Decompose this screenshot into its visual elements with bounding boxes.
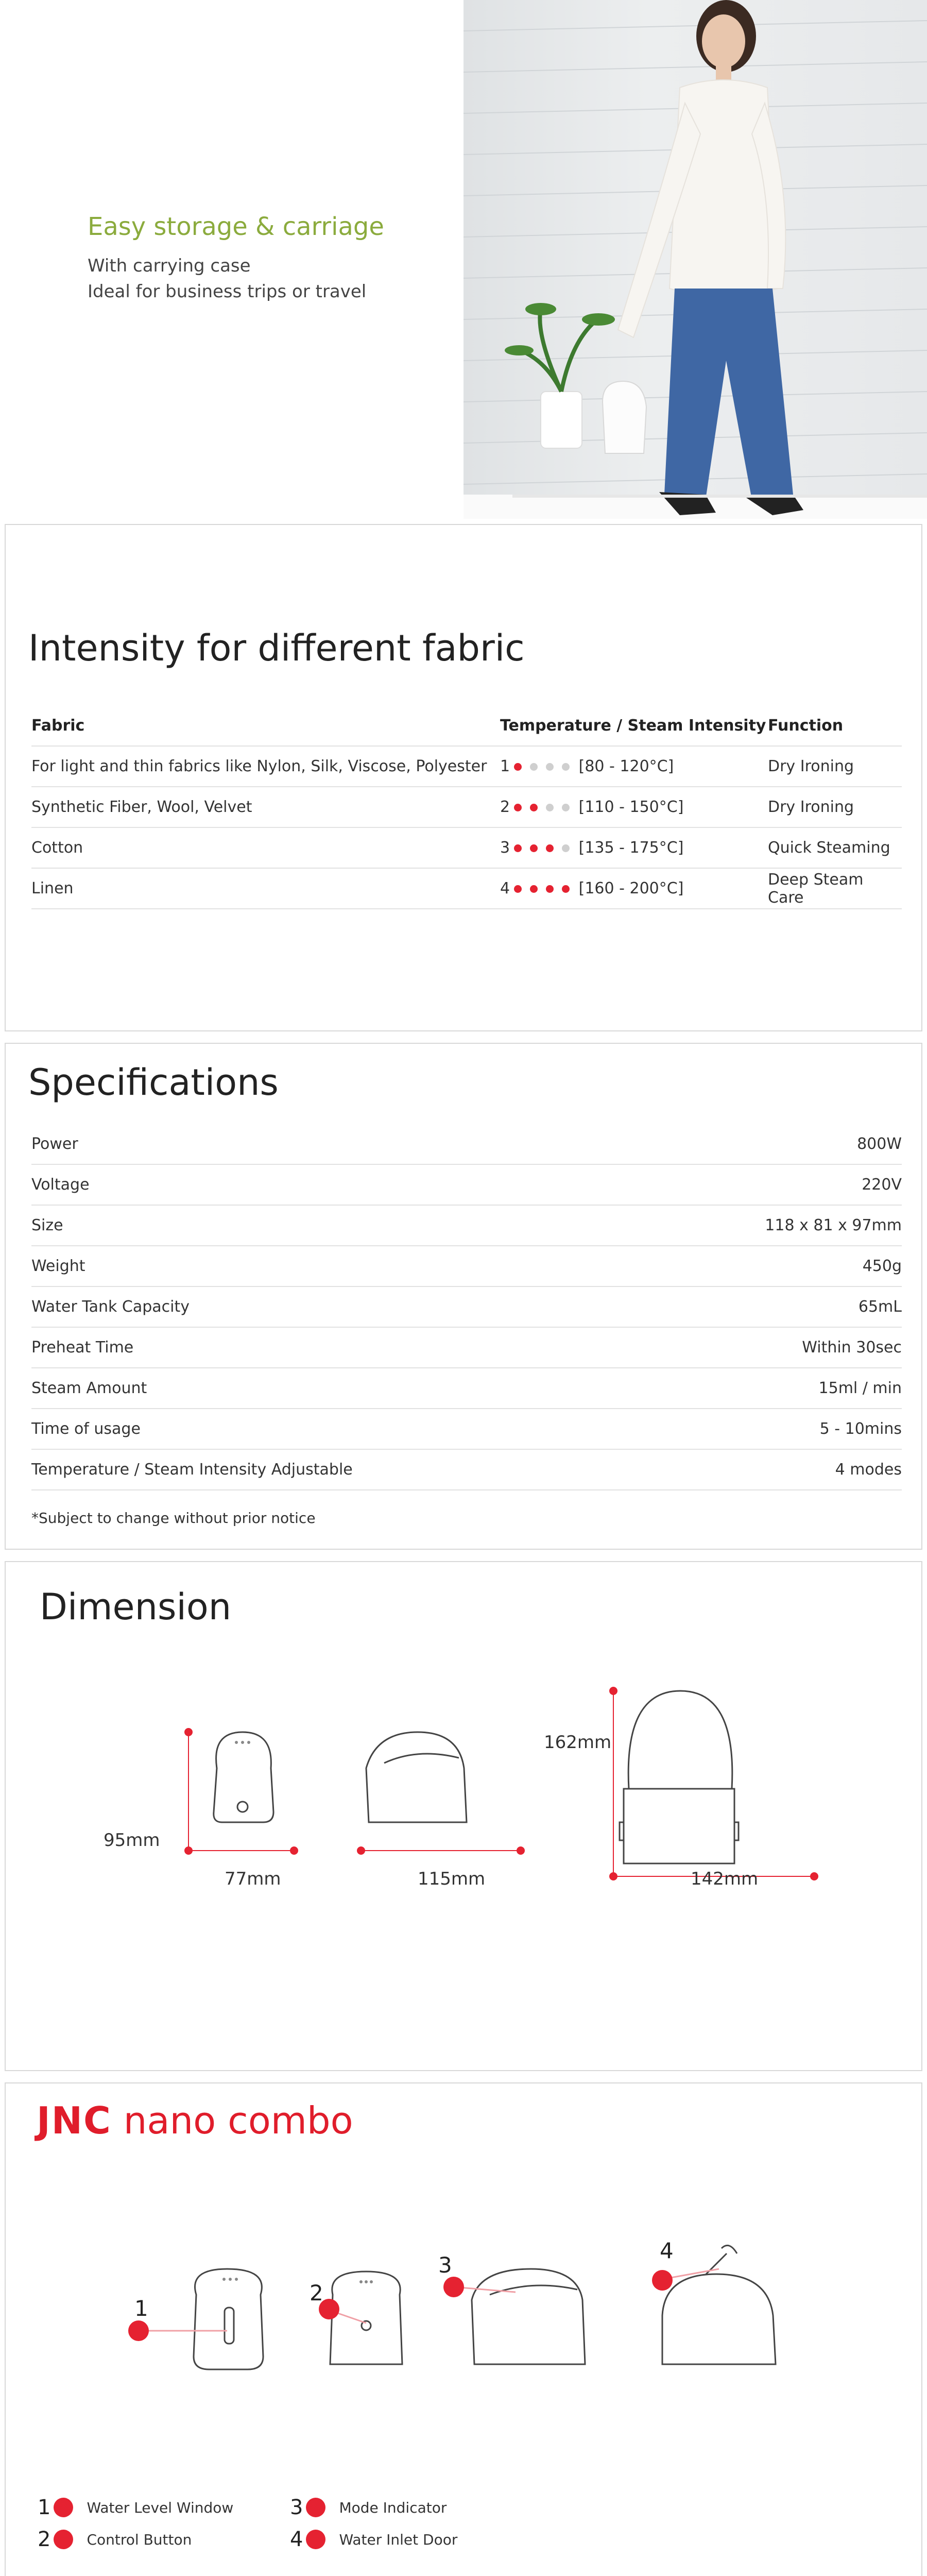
table-row [31,1246,902,1286]
intensity-dot-on [514,763,522,771]
intensity-cell [500,868,768,909]
fabric-cell: Linen [31,868,500,909]
spec-label: Voltage [31,1164,642,1205]
hero-section [0,0,927,519]
spec-label: Preheat Time [31,1327,642,1368]
dimension-width-case: 142mm [691,1869,759,1889]
specifications-section [5,1043,922,1550]
legend-label: Water Level Window [87,2499,234,2516]
intensity-cell [500,827,768,868]
woman-with-steamer-illustration [464,0,927,519]
callout-4: 4 [660,2238,674,2263]
function-cell: Quick Steaming [768,827,902,868]
header-fabric: Fabric [31,705,500,746]
legend-number: 3 [290,2496,303,2519]
function-cell: Dry Ironing [768,746,902,787]
table-row [31,1449,902,1490]
intensity-dot-off [546,763,554,771]
parts-overview-section [5,2082,922,2576]
intensity-table [31,705,902,909]
dimension-height-small: 95mm [104,1830,160,1851]
spec-value: 450g [642,1246,902,1286]
spec-value: 65mL [642,1286,902,1327]
legend-item [290,2528,457,2551]
hero-line-2: Ideal for business trips or travel [88,281,367,302]
callout-3: 3 [438,2252,452,2278]
header-function: Function [768,705,902,746]
callout-2: 2 [310,2280,323,2306]
spec-value: Within 30sec [642,1327,902,1368]
level-number: 1 [500,757,510,775]
level-number: 4 [500,879,510,897]
hero-line-1: With carrying case [88,256,251,276]
spec-label: Time of usage [31,1409,642,1449]
legend-dot [54,2530,73,2549]
temperature-range: [110 - 150°C] [578,798,684,816]
legend-item [38,2528,192,2551]
table-row [31,1164,902,1205]
function-cell: Dry Ironing [768,787,902,827]
spec-value: 800W [642,1124,902,1164]
spec-label: Power [31,1124,642,1164]
temperature-range: [160 - 200°C] [578,879,684,897]
intensity-dot-off [530,763,538,771]
table-row [31,1368,902,1409]
spec-label: Steam Amount [31,1368,642,1409]
legend-number: 4 [290,2528,303,2551]
level-number: 3 [500,839,510,857]
specifications-note: *Subject to change without prior notice [31,1510,316,1527]
intensity-dot-on [514,804,522,811]
intensity-dot-on [546,885,554,893]
spec-value: 5 - 10mins [642,1409,902,1449]
brand-jnc: JNC [37,2099,112,2142]
table-header-row [31,705,902,746]
table-row [31,1286,902,1327]
dimension-section [5,1561,922,2071]
intensity-dot-off [562,844,570,852]
table-row [31,827,902,868]
table-row [31,746,902,787]
spec-value: 220V [642,1164,902,1205]
dimension-height-case: 162mm [544,1732,612,1753]
legend-number: 2 [38,2528,51,2551]
fabric-cell: Cotton [31,827,500,868]
spec-label: Temperature / Steam Intensity Adjustable [31,1449,642,1490]
fabric-cell: For light and thin fabrics like Nylon, Silk, Viscose, Polyester [31,746,500,787]
specifications-title: Specifications [28,1061,279,1104]
table-row [31,1409,902,1449]
hero-photo [464,0,927,519]
intensity-dot-on [546,844,554,852]
header-temperature: Temperature / Steam Intensity [500,705,768,746]
level-number: 2 [500,798,510,816]
intensity-dot-on [530,844,538,852]
legend-label: Water Inlet Door [339,2531,458,2548]
dimension-title: Dimension [40,1586,232,1628]
legend-dot [306,2530,325,2549]
table-row [31,1205,902,1246]
legend-label: Mode Indicator [339,2499,447,2516]
intensity-dot-on [530,804,538,811]
intensity-cell [500,787,768,827]
intensity-section [5,524,922,1031]
table-row [31,787,902,827]
intensity-cell [500,746,768,787]
intensity-dot-off [562,763,570,771]
spec-value: 4 modes [642,1449,902,1490]
brand-combo: combo [228,2099,353,2142]
spec-label: Water Tank Capacity [31,1286,642,1327]
spec-label: Size [31,1205,642,1246]
hero-tagline: Easy storage & carriage [88,212,384,241]
legend-dot [306,2498,325,2517]
table-row [31,868,902,909]
temperature-range: [135 - 175°C] [578,839,684,857]
table-row [31,1327,902,1368]
spec-label: Weight [31,1246,642,1286]
brand-nano: nano [123,2099,216,2142]
spec-value: 15ml / min [642,1368,902,1409]
specifications-table [31,1124,902,1490]
dimension-width-side: 115mm [418,1869,486,1889]
intensity-dot-off [562,804,570,811]
intensity-dot-on [562,885,570,893]
spec-value: 118 x 81 x 97mm [642,1205,902,1246]
fabric-cell: Synthetic Fiber, Wool, Velvet [31,787,500,827]
legend-label: Control Button [87,2531,192,2548]
legend-item [38,2496,233,2519]
legend-dot [54,2498,73,2517]
legend-item [290,2496,447,2519]
dimension-width-front: 77mm [225,1869,281,1889]
temperature-range: [80 - 120°C] [578,757,674,775]
dimension-drawing [6,1562,923,2072]
legend-number: 1 [38,2496,51,2519]
intensity-dot-on [514,885,522,893]
intensity-dot-on [514,844,522,852]
intensity-dot-on [530,885,538,893]
intensity-title: Intensity for different fabric [28,627,525,669]
table-row [31,1124,902,1164]
callout-1: 1 [134,2296,148,2321]
function-cell: Deep Steam Care [768,868,902,909]
intensity-dot-off [546,804,554,811]
